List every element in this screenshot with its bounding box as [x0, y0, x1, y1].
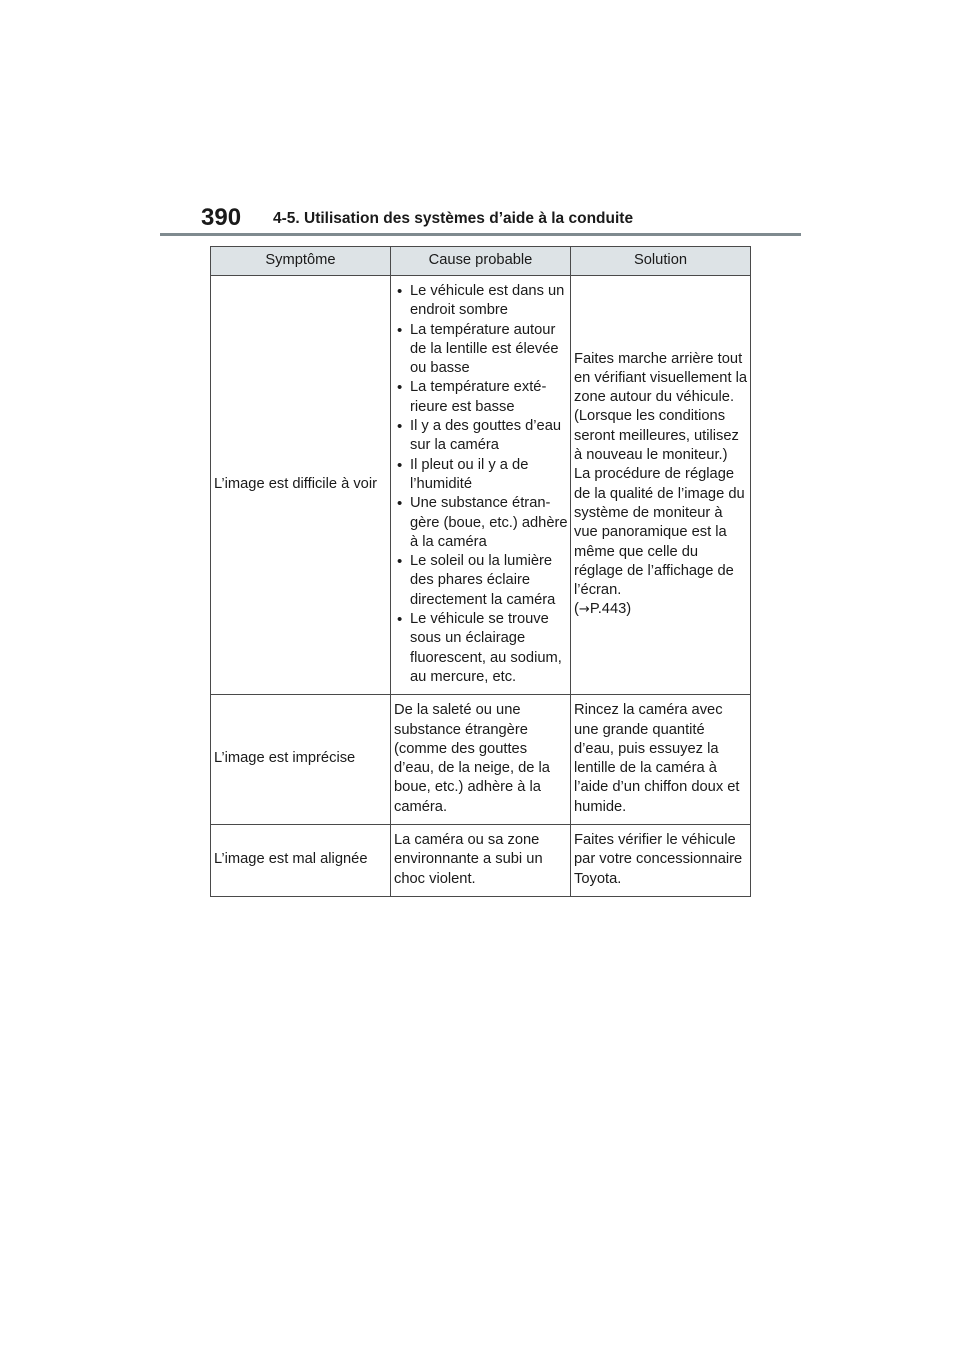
reference-page: P.443) — [589, 601, 632, 618]
symptom-cell: L’image est imprécise — [211, 695, 391, 825]
header-divider — [160, 233, 801, 236]
arrow-right-icon: → — [578, 602, 590, 618]
page-reference — [574, 600, 748, 619]
cause-item: • La température autour de la lentille est élevée ou basse — [394, 321, 568, 379]
table-row — [211, 695, 751, 825]
cause-item: • Il pleut ou il y a de l’humidité — [394, 456, 568, 495]
cause-item: • La température extérieure est basse — [394, 378, 568, 417]
solution-text: La procédure de réglage de la qualité de l’image du système de moniteur à vue panoramique est la même que celle du réglage de l’affichage de l’écran. — [574, 466, 745, 599]
symptom-cell: L’image est difficile à voir — [211, 276, 391, 695]
troubleshooting-table — [210, 246, 751, 897]
cause-cell — [391, 276, 571, 695]
solution-cell: Faites vérifier le véhicule par votre concessionnaire Toyota. — [571, 825, 751, 897]
table-row — [211, 276, 751, 695]
column-header-solution: Solution — [571, 247, 751, 276]
cause-item: • Une substance étrangère (boue, etc.) adhère à la caméra — [394, 494, 568, 552]
page-header — [0, 200, 960, 240]
column-header-symptom: Symptôme — [211, 247, 391, 276]
solution-cell — [571, 276, 751, 695]
cause-item: • Le véhicule est dans un endroit sombre — [394, 282, 568, 321]
cause-item: • Le soleil ou la lumière des phares éclaire directement la caméra — [394, 552, 568, 610]
cause-cell: De la saleté ou une substance étrangère (comme des gouttes d’eau, de la neige, de la boue, etc.) adhère à la caméra. — [391, 695, 571, 825]
cause-item: • Le véhicule se trouve sous un éclairage fluorescent, au sodium, au mercure, etc. — [394, 610, 568, 687]
cause-cell: La caméra ou sa zone environnante a subi un choc violent. — [391, 825, 571, 897]
table-header-row — [211, 247, 751, 276]
section-title: 4-5. Utilisation des systèmes d’aide à la conduite — [273, 210, 634, 227]
cause-item: • Il y a des gouttes d’eau sur la caméra — [394, 417, 568, 456]
table-row — [211, 825, 751, 897]
reference-open-paren: ( — [574, 601, 579, 618]
cause-list — [394, 282, 568, 687]
column-header-cause: Cause probable — [391, 247, 571, 276]
symptom-cell: L’image est mal alignée — [211, 825, 391, 897]
solution-cell: Rincez la caméra avec une grande quantité d’eau, puis essuyez la lentille de la caméra à l’aide d’un chiffon doux et humide. — [571, 695, 751, 825]
solution-text: Faites marche arrière tout en vérifiant visuellement la zone autour du véhicule. (Lorsque les conditions seront meilleures, utilisez à nouveau le moniteur.) — [574, 350, 748, 464]
page-number: 390 — [201, 204, 242, 231]
